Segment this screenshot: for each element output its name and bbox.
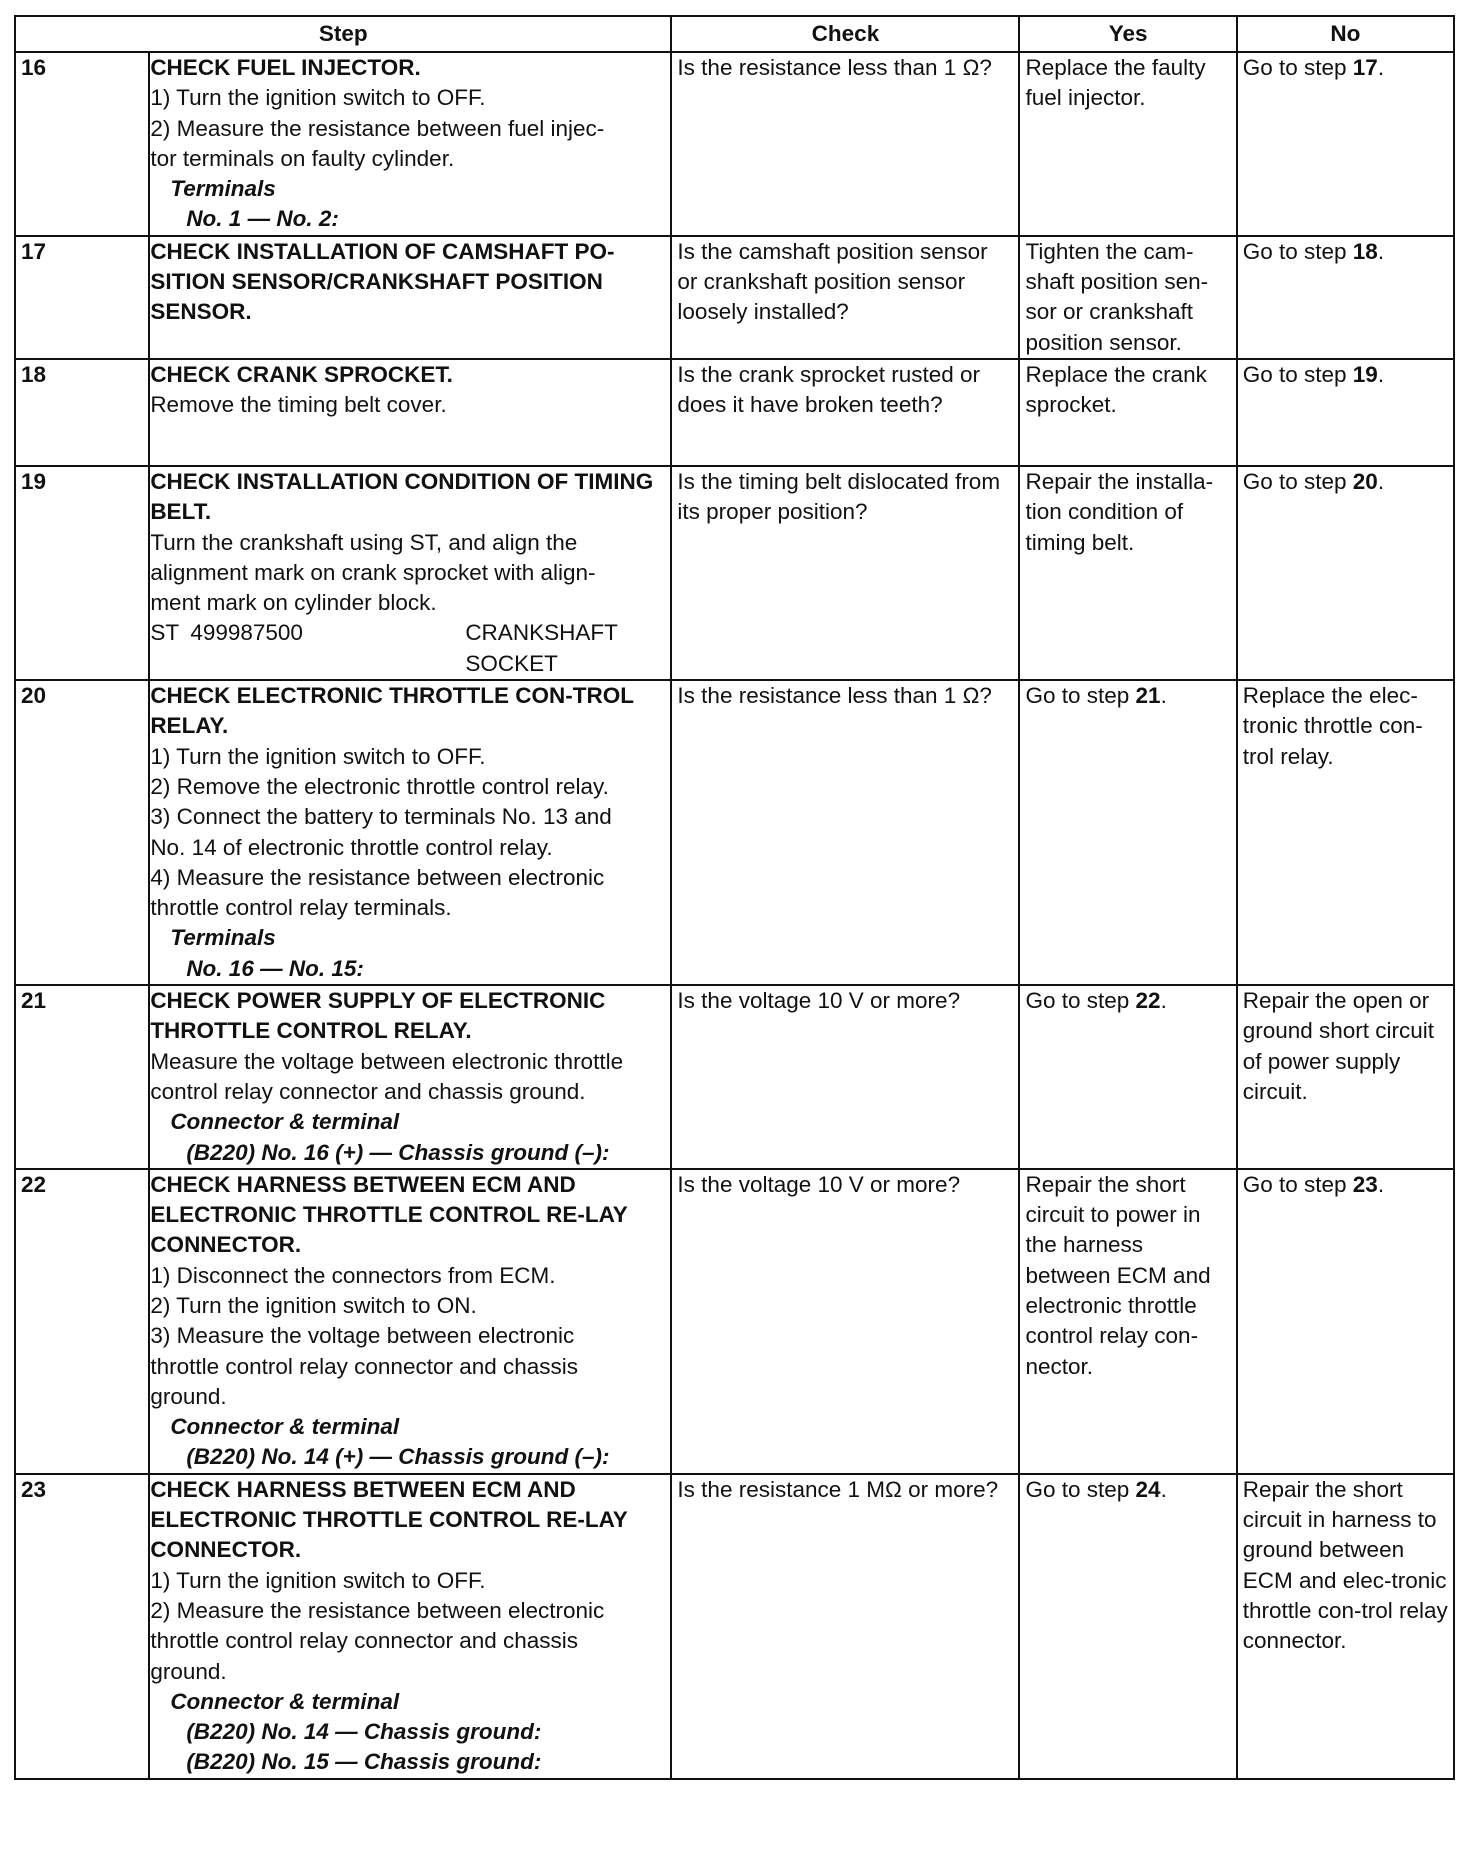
step-instruction: tor terminals on faulty cylinder. bbox=[150, 145, 455, 171]
yes-cell: Go to step 21. bbox=[1019, 680, 1236, 985]
table-header-row bbox=[15, 16, 1454, 52]
special-tool-number: 499987500 bbox=[190, 620, 303, 646]
step-instruction: 1) Turn the ignition switch to OFF. bbox=[150, 743, 486, 769]
step-cell bbox=[149, 1474, 671, 1779]
step-instruction: throttle control relay connector and chassis bbox=[150, 1628, 579, 1654]
step-terminal-spec: (B220) No. 16 (+) — Chassis ground (–): bbox=[186, 1139, 610, 1165]
step-cell bbox=[149, 680, 671, 985]
step-number: 17 bbox=[15, 236, 149, 359]
table-row bbox=[15, 236, 1454, 359]
check-cell: Is the resistance less than 1 Ω? bbox=[671, 52, 1019, 236]
special-tool-label: ST bbox=[150, 620, 180, 646]
step-cell bbox=[149, 359, 671, 466]
step-instruction: throttle control relay terminals. bbox=[150, 895, 452, 921]
step-cell bbox=[149, 52, 671, 236]
step-number: 22 bbox=[15, 1169, 149, 1474]
header-check: Check bbox=[671, 16, 1019, 52]
step-number: 23 bbox=[15, 1474, 149, 1779]
step-instruction: alignment mark on crank sprocket with align- bbox=[150, 559, 596, 585]
step-instruction: No. 14 of electronic throttle control relay. bbox=[150, 834, 553, 860]
step-cell bbox=[149, 236, 671, 359]
step-number: 21 bbox=[15, 985, 149, 1169]
step-title: CHECK INSTALLATION OF CAMSHAFT PO-SITION SENSOR/CRANKSHAFT POSITION SENSOR. bbox=[150, 238, 615, 325]
table-row bbox=[15, 1474, 1454, 1779]
step-instruction: ground. bbox=[150, 1383, 227, 1409]
no-cell: Go to step 19. bbox=[1237, 359, 1454, 466]
no-cell: Go to step 20. bbox=[1237, 466, 1454, 680]
yes-cell: Go to step 24. bbox=[1019, 1474, 1236, 1779]
check-cell: Is the voltage 10 V or more? bbox=[671, 985, 1019, 1169]
step-instruction: 1) Turn the ignition switch to OFF. bbox=[150, 85, 486, 111]
no-cell: Go to step 17. bbox=[1237, 52, 1454, 236]
step-title: CHECK POWER SUPPLY OF ELECTRONIC THROTTLE CONTROL RELAY. bbox=[150, 988, 606, 1044]
step-sub-heading: Terminals bbox=[170, 925, 276, 951]
header-yes: Yes bbox=[1019, 16, 1236, 52]
yes-cell: Repair the short circuit to power in the harness between ECM and electronic throttle control relay con-nector. bbox=[1019, 1169, 1236, 1474]
table-row bbox=[15, 1169, 1454, 1474]
step-sub-heading: Connector & terminal bbox=[170, 1109, 400, 1135]
step-terminal-spec: No. 1 — No. 2: bbox=[186, 206, 339, 232]
step-terminal-spec: (B220) No. 14 — Chassis ground: bbox=[186, 1719, 542, 1745]
step-instruction: ment mark on cylinder block. bbox=[150, 590, 437, 616]
step-title: CHECK ELECTRONIC THROTTLE CON-TROL RELAY. bbox=[150, 683, 634, 739]
step-cell bbox=[149, 985, 671, 1169]
check-cell: Is the timing belt dislocated from its proper position? bbox=[671, 466, 1019, 680]
step-cell bbox=[149, 1169, 671, 1474]
table-body bbox=[15, 52, 1454, 1779]
header-step: Step bbox=[15, 16, 671, 52]
header-no: No bbox=[1237, 16, 1454, 52]
step-instruction: 3) Connect the battery to terminals No. 13 and bbox=[150, 804, 612, 830]
check-cell: Is the voltage 10 V or more? bbox=[671, 1169, 1019, 1474]
no-cell: Repair the open or ground short circuit of power supply circuit. bbox=[1237, 985, 1454, 1169]
step-instruction: 4) Measure the resistance between electronic bbox=[150, 864, 605, 890]
step-instruction: 1) Turn the ignition switch to OFF. bbox=[150, 1567, 486, 1593]
yes-cell: Tighten the cam-shaft position sen-sor or crankshaft position sensor. bbox=[1019, 236, 1236, 359]
check-cell: Is the crank sprocket rusted or does it have broken teeth? bbox=[671, 359, 1019, 466]
no-cell: Go to step 18. bbox=[1237, 236, 1454, 359]
yes-cell: Repair the installa-tion condition of timing belt. bbox=[1019, 466, 1236, 680]
step-instruction: 2) Measure the resistance between electronic bbox=[150, 1597, 605, 1623]
step-instruction: Measure the voltage between electronic throttle bbox=[150, 1048, 624, 1074]
step-instruction: 2) Measure the resistance between fuel injec- bbox=[150, 115, 605, 141]
step-terminal-spec: No. 16 — No. 15: bbox=[186, 955, 364, 981]
diagnostic-table bbox=[14, 15, 1455, 1780]
no-cell: Go to step 23. bbox=[1237, 1169, 1454, 1474]
step-instruction: Turn the crankshaft using ST, and align the bbox=[150, 529, 578, 555]
step-instruction: control relay connector and chassis ground. bbox=[150, 1078, 586, 1104]
check-cell: Is the resistance 1 MΩ or more? bbox=[671, 1474, 1019, 1779]
step-instruction: 1) Disconnect the connectors from ECM. bbox=[150, 1262, 556, 1288]
table-row bbox=[15, 359, 1454, 466]
step-instruction: 2) Turn the ignition switch to ON. bbox=[150, 1292, 477, 1318]
table-row bbox=[15, 52, 1454, 236]
special-tool-line bbox=[150, 618, 665, 679]
table-row bbox=[15, 466, 1454, 680]
step-sub-heading: Connector & terminal bbox=[170, 1414, 400, 1440]
step-terminal-spec: (B220) No. 14 (+) — Chassis ground (–): bbox=[186, 1444, 610, 1470]
check-cell: Is the camshaft position sensor or crankshaft position sensor loosely installed? bbox=[671, 236, 1019, 359]
yes-cell: Replace the faulty fuel injector. bbox=[1019, 52, 1236, 236]
step-title: CHECK HARNESS BETWEEN ECM AND ELECTRONIC THROTTLE CONTROL RE-LAY CONNECTOR. bbox=[150, 1171, 628, 1258]
step-instruction: throttle control relay connector and chassis bbox=[150, 1353, 579, 1379]
step-instruction: 2) Remove the electronic throttle control relay. bbox=[150, 773, 609, 799]
step-title: CHECK FUEL INJECTOR. bbox=[150, 55, 421, 80]
step-instruction: 3) Measure the voltage between electronic bbox=[150, 1323, 575, 1349]
step-number: 19 bbox=[15, 466, 149, 680]
special-tool-name: CRANKSHAFT SOCKET bbox=[465, 620, 618, 676]
step-terminal-spec: (B220) No. 15 — Chassis ground: bbox=[186, 1749, 542, 1775]
table-row bbox=[15, 985, 1454, 1169]
step-number: 20 bbox=[15, 680, 149, 985]
step-title: CHECK HARNESS BETWEEN ECM AND ELECTRONIC THROTTLE CONTROL RE-LAY CONNECTOR. bbox=[150, 1476, 628, 1563]
table-row bbox=[15, 680, 1454, 985]
step-title: CHECK INSTALLATION CONDITION OF TIMING BELT. bbox=[150, 468, 654, 525]
yes-cell: Replace the crank sprocket. bbox=[1019, 359, 1236, 466]
step-number: 18 bbox=[15, 359, 149, 466]
yes-cell: Go to step 22. bbox=[1019, 985, 1236, 1169]
no-cell: Replace the elec-tronic throttle con-trol relay. bbox=[1237, 680, 1454, 985]
step-instruction: ground. bbox=[150, 1658, 227, 1684]
step-sub-heading: Terminals bbox=[170, 176, 276, 202]
diagnostic-procedure-document bbox=[14, 15, 1455, 1780]
step-instruction: Remove the timing belt cover. bbox=[150, 392, 447, 418]
step-title: CHECK CRANK SPROCKET. bbox=[150, 361, 453, 387]
no-cell: Repair the short circuit in harness to ground between ECM and elec-tronic throttle con-trol relay connector. bbox=[1237, 1474, 1454, 1779]
step-cell bbox=[149, 466, 671, 680]
step-sub-heading: Connector & terminal bbox=[170, 1688, 400, 1714]
check-cell: Is the resistance less than 1 Ω? bbox=[671, 680, 1019, 985]
step-number: 16 bbox=[15, 52, 149, 236]
